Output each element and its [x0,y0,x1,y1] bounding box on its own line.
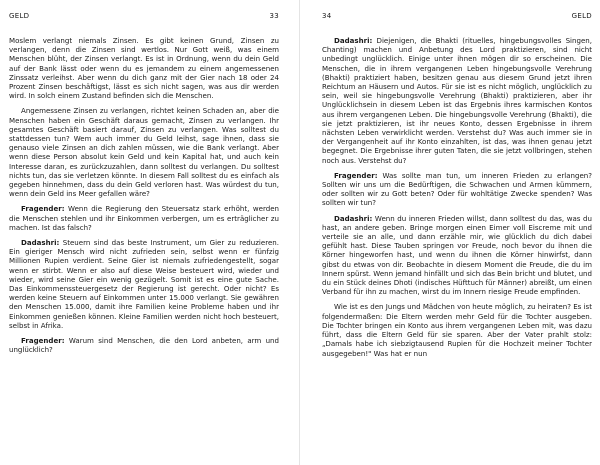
speech-text: Warum sind Menschen, die den Lord anbeten, arm und unglücklich? [9,336,279,355]
left-page-body [9,36,279,355]
speaker-label: Dadashri: [21,238,60,248]
answer-paragraph [9,238,279,330]
speech-text: Diejenigen, die Bhakti (rituelles, hingebungsvolles Singen, Chanting) machen und Anbetung des Lord praktizieren, sind nicht unbedingt unglücklich. Einige unter ihnen mögen dir so erscheinen. Die Menschen, die in ihrem vergangenen Leben hingebungsvolle Verehrung (Bhakti) praktiziert haben, besitzen genau aus diesem Grund jetzt ihren Reichtum an Häusern und Autos. Für sie ist es nicht möglich, unglücklich zu sein, weil sie hingebungsvolle Verehrung (Bhakti) praktizieren, aber ihr Unglücklichsein in diesem Leben ist das Ergebnis ihres karmischen Kontos aus ihrem vergangenen Leben. Die hingebungsvolle Verehrung (Bhakti), die sie jetzt praktizieren, ist ihr neues Konto, dessen Ergebnisse in ihrem nächsten Leben verwirklicht werden. Verstehst du? Was auch immer sie in der Vergangenheit auf ihr Konto einzahlten, ist das, was ihnen genau jetzt begegnet. Die Ergebnisse ihrer guten Taten, die sie jetzt vollbringen, stehen noch aus. Verstehst du? [322,36,592,165]
answer-paragraph [322,36,592,165]
speaker-label: Dadashri: [334,213,373,223]
paragraph: Angemessene Zinsen zu verlangen, richtet keinen Schaden an, aber die Menschen haben ein Geschäft daraus gemacht, Zinsen zu verlangen. Ihr gesamtes Geschäft basiert darauf, Zinsen zu verlangen. Was solltest du stattdessen tun? Wem auch immer du Geld leihst, sage ihnen, dass sie genauso viele Zinsen an dich zahlen müssen, wie die Bank verlangt. Aber wenn diese Person absolut kein Geld und kein Kapital hat, und auch kein Interesse daran, es zurückzuzahlen, dann solltest du verlangen. Du solltest nichts tun, das sie verletzen könnte. In diesem Fall solltest du es einfach als gegeben hinnehmen, dass du dein Geld verloren hast. Was würdest du tun, wenn dein Geld ins Meer gefallen wäre? [9,106,279,199]
running-head-left: GELD [9,12,30,20]
speech-text: Steuern sind das beste Instrument, um Gier zu reduzieren. Ein gieriger Mensch wird nicht zufrieden sein, selbst wenn er fünfzig Millionen Rupien verdient. Seine Gier ist niemals zufriedengestellt, sogar wenn er stirbt. Wenn er also auf diese Weise besteuert wird, wieder und wieder, wird seine Gier ein wenig gezügelt. Somit ist es eine gute Sache. Das Einkommenssteuergesetz der Regierung ist gerecht. Oder nicht? Es werden keine Steuern auf Einkommen unter 15.000 verlangt. Sie gewähren den Menschen 15.000, damit ihre Familien keine Probleme haben und ihr Einkommen genießen können. Kleine Familien werden nicht hoch besteuert, selbst in Afrika. [9,238,279,330]
right-page-header [322,12,592,24]
paragraph: Wie ist es den Jungs und Mädchen von heute möglich, zu heiraten? Es ist folgendermaßen: Die Eltern werden mehr Geld für die Tochter ausgeben. Die Tochter bringen ein Konto aus ihrem vergangenen Leben mit, was dazu führt, dass die Eltern Geld für sie sparen. Aber der Vater prahlt stolz: „Damals habe ich siebzigtausend Rupien für die Hochzeit meiner Tochter ausgegeben!" Was hat er nun [322,302,592,358]
running-head-right: GELD [571,12,592,20]
speaker-label: Dadashri: [334,36,373,45]
speaker-label: Fragender: [334,170,378,180]
speaker-label: Fragender: [21,204,65,214]
question-paragraph [322,171,592,208]
page-number-right: 34 [322,12,332,20]
question-paragraph [9,336,279,354]
answer-paragraph [322,214,592,297]
speech-text: Wenn du inneren Frieden willst, dann solltest du das, was du hast, an andere geben. Bringe morgen einen Eimer voll Eiscreme mit und verteile sie an alle, und dann erzähle mir, wie glücklich du dich dabei gefühlt hast. Diese Tauben springen vor Freude, noch bevor du ihnen die Körner hingeworfen hast, und wenn du ihnen die Körner hinwirfst, dann gibst du etwas von dir. Beobachte in diesem Moment die Freude, die du im Innern spürst. Wenn jemand hinfällt und sich das Bein bricht und blutet, und du ein Stück deines Dhoti (indisches Hüfttuch für Männer) abreißt, um einen Verband für ihn zu machen, wirst du im Innern riesige Freude empfinden. [322,213,592,297]
speaker-label: Fragender: [21,336,65,346]
paragraph: Moslem verlangt niemals Zinsen. Es gibt keinen Grund, Zinsen zu verlangen, denn die Zinsen sind wertlos. Nur Gott weiß, was einem Menschen blüht, der Zinsen verlangt. Es ist in Ordnung, wenn du dein Geld auf der Bank lässt oder wenn du es jemandem zu einem angemessenen Zinssatz verleihst. Aber wenn du dich ganz mit der Gier nach 18 oder 24 Prozent Zinsen beschäftigst, lässt es sich nicht sagen, was aus dir werden wird. In solch einem Zustand befinden sich die Menschen. [9,36,279,101]
question-paragraph [9,204,279,232]
speech-text: Was sollte man tun, um inneren Frieden zu erlangen? Sollten wir uns um die Bedürftigen, die Schwachen und Armen kümmern, oder sollten wir zu Gott beten? Oder für wohltätige Zwecke spenden? Was sollten wir tun? [322,170,592,208]
speech-text: Wenn die Regierung den Steuersatz stark erhöht, werden die Menschen stehlen und ihr Einkommen verbergen, um es erträglicher zu machen. Ist das falsch? [9,204,279,232]
right-page-body [322,36,592,358]
left-page-header [9,12,279,24]
right-page [300,0,600,465]
page-number-left: 33 [269,12,279,20]
